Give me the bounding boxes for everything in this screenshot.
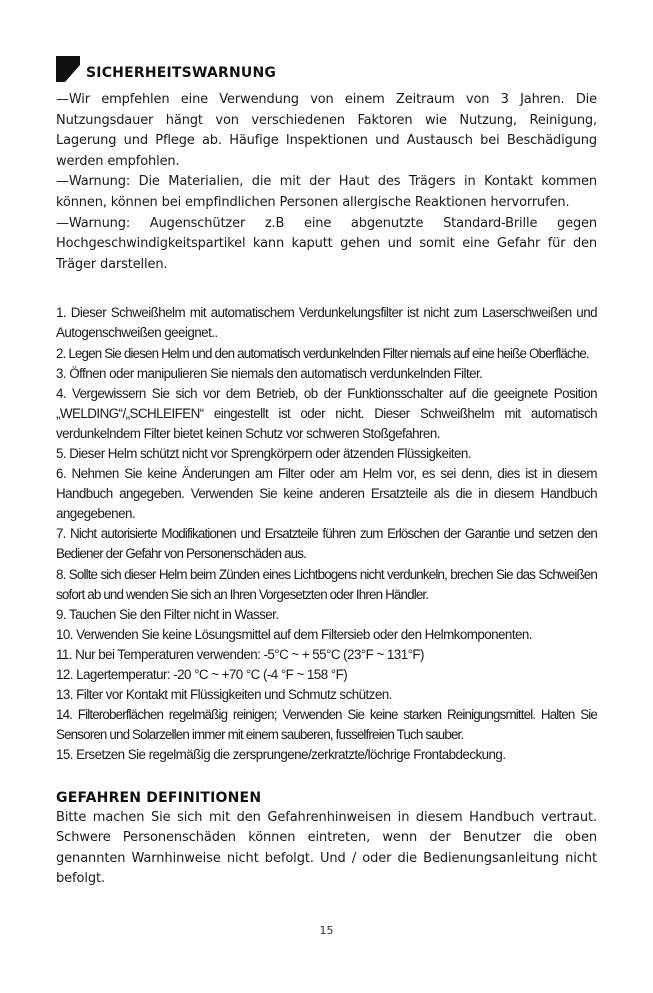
instruction-item: 4. Vergewissern Sie sich vor dem Betrieb, ob der Funktionsschalter auf die geeignete Position „WELDING“/„SCHLEIFEN“ eingestellt ist oder nicht. Dieser Schweißhelm mit automatisch verdunkelndem Filter bietet keinen Schutz vor schweren Stoßgefahren. xyxy=(56,385,597,441)
instruction-item: 2. Legen Sie diesen Helm und den automatisch verdunkelnden Filter niemals auf eine heiße Oberfläche. xyxy=(56,345,589,361)
warning-paragraph: —Warnung: Die Materialien, die mit der Haut des Trägers in Kontakt kommen können, können bei empfindlichen Personen allergische Reaktionen hervorrufen. xyxy=(56,174,597,210)
warning-paragraph: —Warnung: Augenschützer z.B eine abgenutzte Standard-Brille gegen Hochgeschwindigkeitspartikel kann kaputt gehen und somit eine Gefahr für den Träger darstellen. xyxy=(56,215,597,272)
safety-warning-paragraphs xyxy=(56,90,597,275)
instruction-item: 5. Dieser Helm schützt nicht vor Sprengkörpern oder ätzenden Flüssigkeiten. xyxy=(56,446,472,461)
hazard-definitions-section xyxy=(56,789,597,890)
warning-flag-icon xyxy=(56,56,80,82)
instruction-item: 3. Öffnen oder manipulieren Sie niemals den automatisch verdunkelnden Filter. xyxy=(56,365,483,381)
instruction-list xyxy=(56,303,597,765)
safety-warning-title: SICHERHEITSWARNUNG xyxy=(86,65,277,81)
instruction-item: 7. Nicht autorisierte Modifikationen und Ersatzteile führen zum Erlöschen der Garantie und setzen den Bediener der Gefahr von Personenschäden aus. xyxy=(56,526,597,562)
instruction-item: 6. Nehmen Sie keine Änderungen am Filter oder am Helm vor, es sei denn, dies ist in diesem Handbuch angegeben. Verwenden Sie keine anderen Ersatzteile als die in diesem Handbuch angegebenen. xyxy=(56,466,597,522)
instruction-item: 13. Filter vor Kontakt mit Flüssigkeiten und Schmutz schützen. xyxy=(56,687,392,703)
instruction-item: 15. Ersetzen Sie regelmäßig die zersprungene/zerkratzte/löchrige Frontabdeckung. xyxy=(56,747,506,763)
instruction-item: 8. Sollte sich dieser Helm beim Zünden eines Lichtbogens nicht verdunkeln, brechen Sie das Schweißen sofort ab und wenden Sie sich an Ihren Vorgesetzten oder Ihren Händler. xyxy=(56,566,597,602)
instruction-item: 12. Lagertemperatur: -20 °C ~ +70 °C (-4 °F ~ 158 °F) xyxy=(56,667,348,683)
instruction-item: 11. Nur bei Temperaturen verwenden: -5°C ~ + 55°C (23°F ~ 131°F) xyxy=(56,646,424,662)
instruction-item: 1. Dieser Schweißhelm mit automatischem Verdunkelungsfilter ist nicht zum Laserschweißen und Autogenschweißen geeignet.. xyxy=(56,305,597,341)
instruction-item: 14. Filteroberflächen regelmäßig reinigen; Verwenden Sie keine starken Reinigungsmittel. Halten Sie Sensoren und Solarzellen immer mit einem sauberen, fusselfreien Tuch sauber. xyxy=(56,707,597,743)
instruction-item: 10. Verwenden Sie keine Lösungsmittel auf dem Filtersieb oder den Helmkomponenten. xyxy=(56,626,532,642)
hazard-definitions-title: GEFAHREN DEFINITIONEN xyxy=(56,789,262,806)
instruction-item: 9. Tauchen Sie den Filter nicht in Wasser. xyxy=(56,606,279,622)
safety-warning-header xyxy=(56,56,597,82)
page-number: 15 xyxy=(319,924,334,937)
warning-paragraph: —Wir empfehlen eine Verwendung von einem Zeitraum von 3 Jahren. Die Nutzungsdauer hängt von verschiedenen Faktoren wie Nutzung, Reinigung, Lagerung und Pflege ab. Häufige Inspektionen und Austausch bei Beschädigung werden empfohlen. xyxy=(56,92,597,169)
manual-page xyxy=(56,56,597,890)
hazard-definitions-text: Bitte machen Sie sich mit den Gefahrenhinweisen in diesem Handbuch vertraut. Schwere Personenschäden können eintreten, wenn der Benutzer die oben genannten Warnhinweise nicht befolgt. Und / oder die Bedienungsanleitung nicht befolgt. xyxy=(56,809,597,887)
